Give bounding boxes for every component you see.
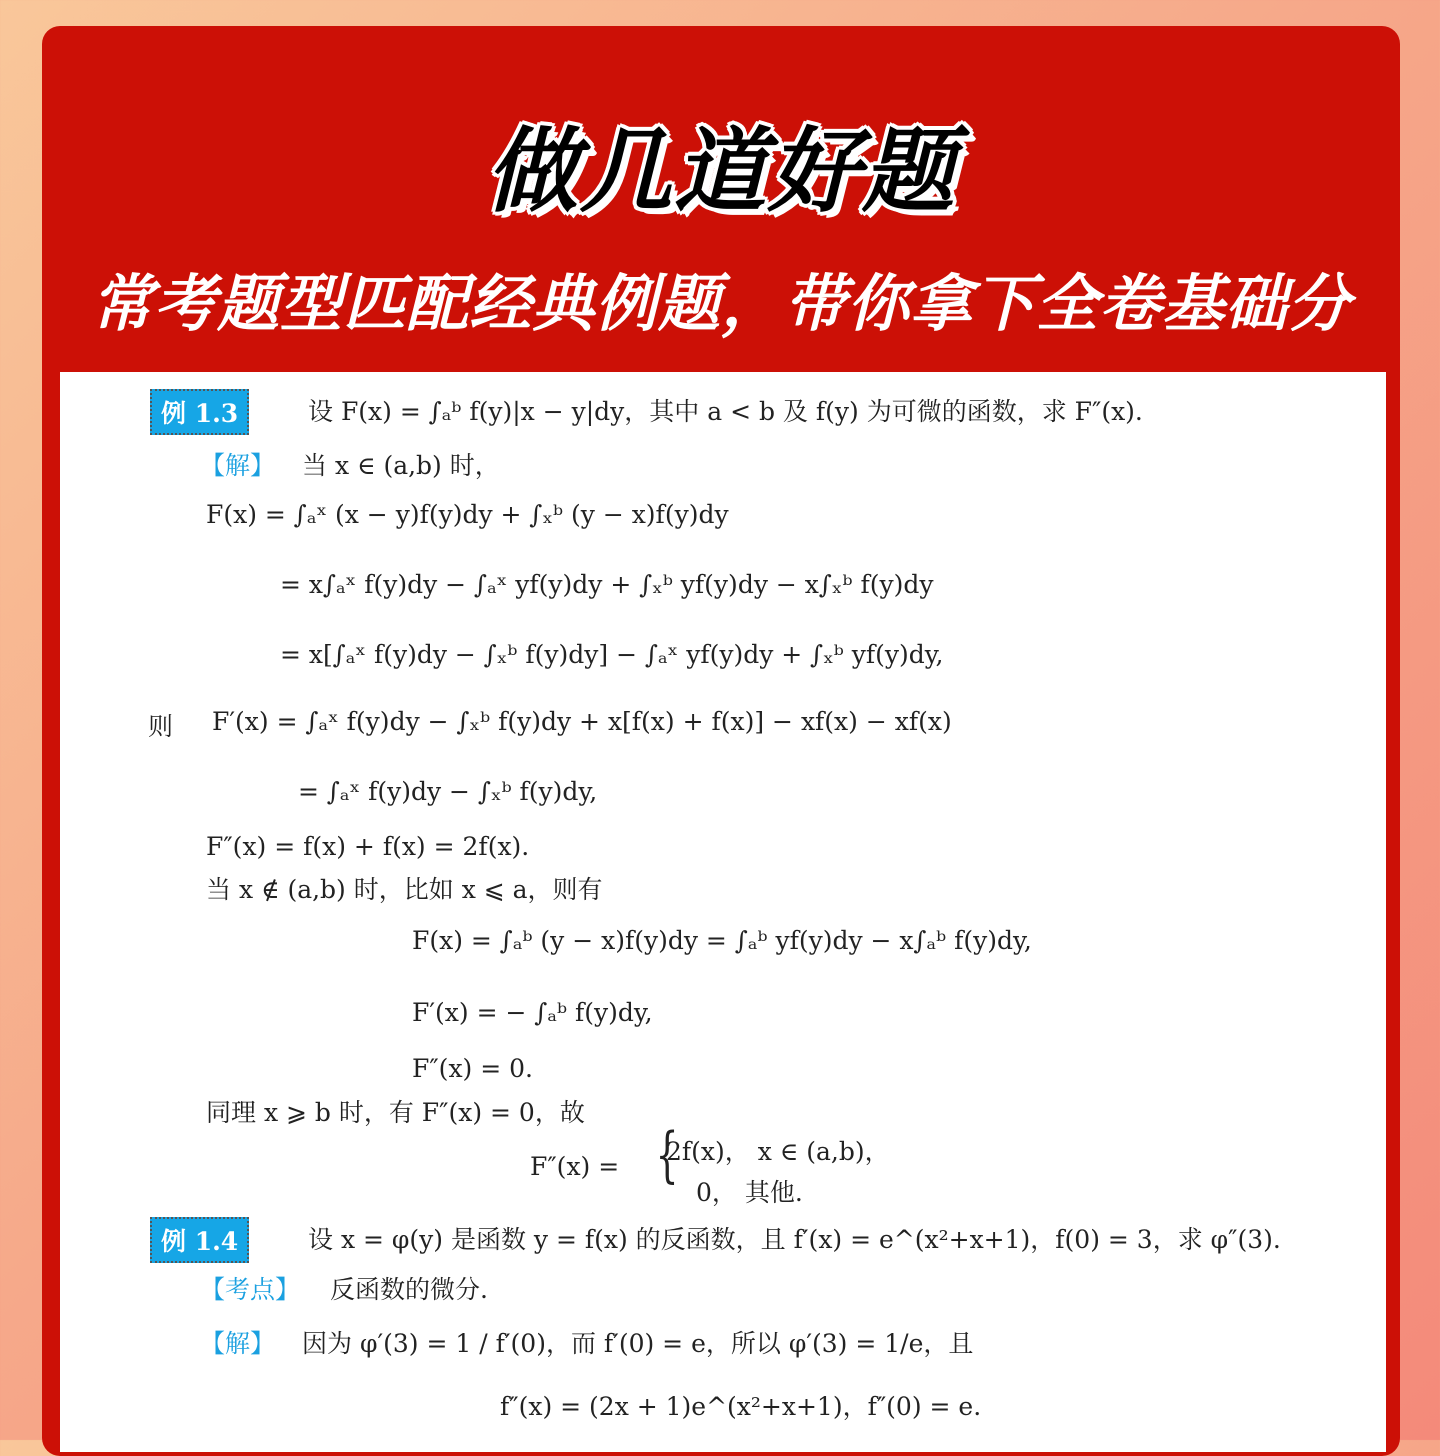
example-badge: 例 1.4 (150, 1217, 249, 1263)
page-title: 做几道好题 (485, 118, 956, 225)
problem-statement: 设 F(x) = ∫ₐᵇ f(y)|x − y|dy，其中 a < b 及 f(y) 为可微的函数，求 F″(x). (308, 397, 1143, 426)
key-point-text: 反函数的微分. (330, 1275, 488, 1304)
problem-statement: 设 x = φ(y) 是函数 y = f(x) 的反函数，且 f′(x) = e^(x²+x+1)，f(0) = 3，求 φ″(3). (308, 1225, 1281, 1254)
piecewise-case: 0， 其他. (696, 1178, 803, 1207)
solution-line: F(x) = ∫ₐᵇ (y − x)f(y)dy = ∫ₐᵇ yf(y)dy − x∫ₐᵇ f(y)dy, (412, 926, 1032, 955)
solution-line: F(x) = ∫ₐˣ (x − y)f(y)dy + ∫ₓᵇ (y − x)f(y)dy (206, 500, 729, 529)
solution-line: = x[∫ₐˣ f(y)dy − ∫ₓᵇ f(y)dy] − ∫ₐˣ yf(y)dy + ∫ₓᵇ yf(y)dy, (280, 640, 944, 669)
solution-line: 当 x ∈ (a,b) 时， (302, 451, 500, 480)
solution-tag: 【解】 (200, 451, 276, 480)
solution-line: 则 (148, 712, 174, 741)
solution-tag: 【解】 (200, 1329, 276, 1358)
page-subtitle: 常考题型匹配经典例题，带你拿下全卷基础分 (90, 267, 1351, 340)
example-badge: 例 1.3 (150, 389, 249, 435)
solution-line: f″(x) = (2x + 1)e^(x²+x+1)，f″(0) = e. (500, 1392, 982, 1421)
brace-symbol: { (655, 1120, 679, 1190)
piecewise-case: 2f(x)， x ∈ (a,b)， (666, 1137, 890, 1166)
content-page (60, 372, 1386, 1452)
key-point-tag: 【考点】 (200, 1275, 301, 1304)
solution-line: = x∫ₐˣ f(y)dy − ∫ₐˣ yf(y)dy + ∫ₓᵇ yf(y)dy − x∫ₓᵇ f(y)dy (280, 570, 934, 599)
solution-line: F′(x) = − ∫ₐᵇ f(y)dy, (412, 998, 653, 1027)
solution-line: = ∫ₐˣ f(y)dy − ∫ₓᵇ f(y)dy, (298, 777, 598, 806)
solution-line: F′(x) = ∫ₐˣ f(y)dy − ∫ₓᵇ f(y)dy + x[f(x) + f(x)] − xf(x) − xf(x) (212, 707, 952, 736)
solution-line: F″(x) = 0. (412, 1054, 533, 1083)
solution-line: 同理 x ⩾ b 时，有 F″(x) = 0，故 (206, 1098, 585, 1127)
solution-line: 因为 φ′(3) = 1 / f′(0)，而 f′(0) = e，所以 φ′(3) = 1/e，且 (302, 1329, 974, 1358)
solution-line: 当 x ∉ (a,b) 时，比如 x ⩽ a，则有 (206, 875, 603, 904)
solution-line: F″(x) = f(x) + f(x) = 2f(x). (206, 832, 530, 861)
piecewise-lhs: F″(x) = (530, 1152, 620, 1181)
